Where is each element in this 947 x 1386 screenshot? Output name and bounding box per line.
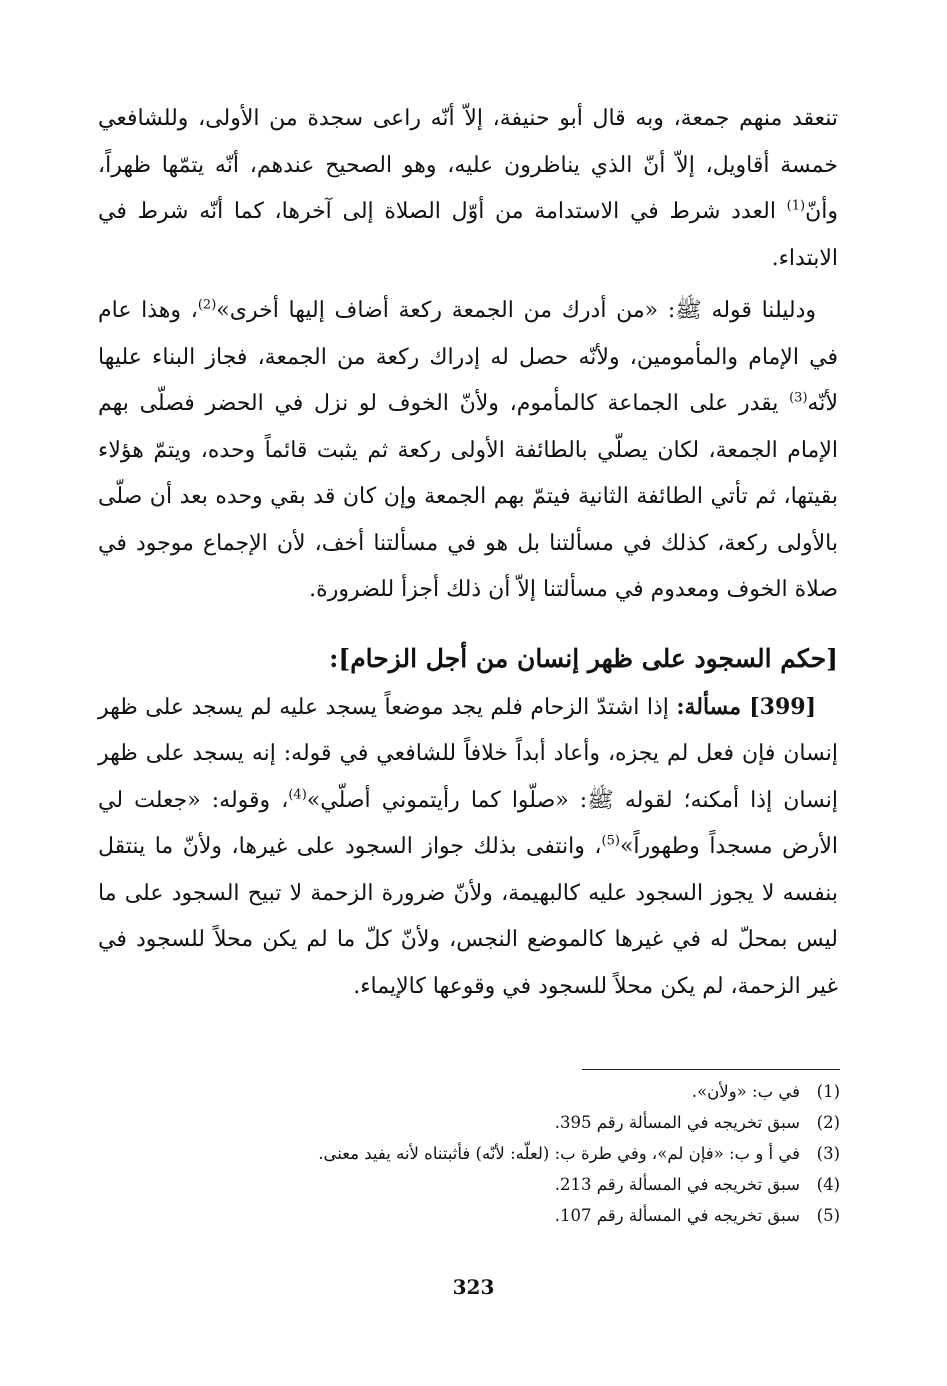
footnote-text: سبق تخريجه في المسألة رقم 213.: [554, 1175, 800, 1194]
footnote-item: [150, 1076, 840, 1107]
paragraph-1-tail: العدد شرط في الاستدامة من أوّل الصلاة إلى آخرها، كما أنّه شرط في الابتداء.: [98, 199, 838, 271]
paragraph-2-text-c: يقدر على الجماعة كالمأموم، ولأنّ الخوف لو نزل في الحضر فصلّى بهم الإمام الجمعة، لكان يصلّي بالطائفة الأولى ركعة ثم يثبت قائماً وحده، ويتمّ هؤلاء بقيتها، ثم تأتي الطائفة الثانية فيتمّ بهم الجمعة وإن كان قد بقي وحده بعد أن صلّى بالأولى ركعة، كذلك في مسألتنا بل هو في مسألتنا أخف، لأن الإجماع موجود في صلاة الخوف ومعدوم في مسألتنا إلاّ أن ذلك أجزأ للضرورة.: [98, 391, 838, 602]
footnote-divider: [582, 1069, 840, 1070]
footnote-number: (1): [816, 1082, 840, 1101]
footnote-text: سبق تخريجه في المسألة رقم 107.: [554, 1206, 800, 1225]
page-body: [98, 96, 838, 1010]
footnote-text: سبق تخريجه في المسألة رقم 395.: [554, 1113, 800, 1132]
page-number: 323: [452, 1275, 495, 1299]
footnote-ref-2[interactable]: (2): [197, 297, 217, 313]
footnote-item: [150, 1138, 840, 1169]
footnote-item: [150, 1200, 840, 1231]
footnote-ref-3[interactable]: (3): [789, 390, 808, 406]
footnote-number: (5): [816, 1206, 840, 1225]
paragraph-2-text-a: ودليلنا قوله ﷺ: «من أدرك من الجمعة ركعة أضاف إليها أخرى»: [216, 298, 816, 323]
paragraph-1: [98, 96, 838, 282]
footnotes: [150, 1076, 840, 1231]
footnote-text: في ب: «ولأن».: [691, 1082, 800, 1101]
paragraph-1-text: تنعقد منهم جمعة، وبه قال أبو حنيفة، إلاّ أنّه راعى سجدة من الأولى، وللشافعي خمسة أقاويل، إلاّ أنّ الذي يناظرون عليه، وهو الصحيح عندهم، أنّه يتمّها ظهراً، وأنّ: [98, 106, 839, 224]
footnote-number: (3): [816, 1144, 840, 1163]
footnote-item: [150, 1169, 840, 1200]
footnote-number: (4): [816, 1175, 840, 1194]
section-heading: [حكم السجود على ظهر إنسان من أجل الزحام]:: [329, 643, 838, 673]
footnote-item: [150, 1107, 840, 1138]
masala-text-c: ، وانتفى بذلك جواز السجود على غيرها، ولأنّ ما ينتقل بنفسه لا يجوز السجود عليه كالبهيمة، ولأنّ ضرورة الزحمة لا تبيح السجود على ما ليس بمحلّ له في غيرها كالموضع النجس، ولأنّ كلّ ما لم يكن محلاً للسجود في غير الزحمة، لم يكن محلاً للسجود في وقوعها كالإيماء.: [98, 834, 838, 999]
footnote-ref-5[interactable]: (5): [601, 833, 620, 849]
masala-label: [399] مسألة:: [676, 693, 816, 720]
footnote-number: (2): [816, 1113, 840, 1132]
footnote-text: في أ و ب: «فإن لم»، وفي طرة ب: (لعلّه: لأنّه) فأثبتناه لأنه يفيد معنى.: [318, 1144, 800, 1163]
paragraph-2-text-b: ، وهذا عام في الإمام والمأمومين، ولأنّه حصل له إدراك ركعة من الجمعة، فجاز البناء عليها لأنّه: [98, 298, 838, 416]
footnote-ref-1[interactable]: (1): [786, 198, 806, 214]
footnote-ref-4[interactable]: (4): [288, 787, 307, 803]
masala-text-a: إذا اشتدّ الزحام فلم يجد موضعاً يسجد عليه لم يسجد على ظهر إنسان فإن فعل لم يجزه، وأعاد أبداً خلافاً للشافعي في قوله: إنه يسجد على ظهر إنسان إذا أمكنه؛ لقوله ﷺ: «صلّوا كما رأيتموني أصلّي»: [98, 694, 838, 813]
paragraph-2: [98, 288, 838, 614]
masala-paragraph: [98, 684, 838, 1011]
masala-text-b: ، وقوله: «جعلت لي الأرض مسجداً وطهوراً»: [98, 787, 838, 859]
